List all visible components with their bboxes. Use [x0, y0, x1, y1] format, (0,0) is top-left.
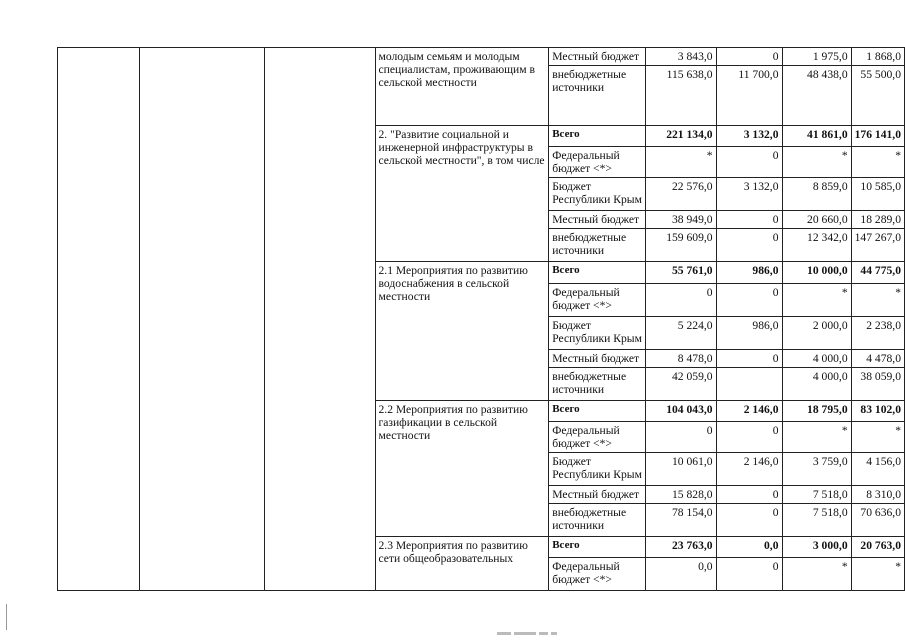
amount-cell: 2 146,0: [716, 401, 782, 422]
amount-cell: 0,0: [716, 537, 782, 558]
amount-cell: 10 585,0: [851, 178, 904, 211]
funding-source: внебюджетные источники: [549, 504, 646, 537]
amount-cell: 22 576,0: [646, 178, 716, 211]
amount-cell: 0: [646, 284, 716, 317]
amount-cell: 3 843,0: [646, 48, 716, 66]
funding-source: Местный бюджет: [549, 48, 646, 66]
amount-cell: 4 000,0: [782, 350, 851, 368]
amount-cell: 18 289,0: [851, 211, 904, 229]
amount-cell: 5 224,0: [646, 317, 716, 350]
funding-source: Федеральный бюджет <*>: [549, 422, 646, 453]
amount-cell: 44 775,0: [851, 262, 904, 284]
amount-cell: 23 763,0: [646, 537, 716, 558]
amount-cell: 10 061,0: [646, 453, 716, 486]
amount-cell: 12 342,0: [782, 229, 851, 262]
amount-cell: 0: [716, 422, 782, 453]
amount-cell: 0: [716, 229, 782, 262]
amount-cell: 11 700,0: [716, 66, 782, 126]
amount-cell: 70 636,0: [851, 504, 904, 537]
activity-description: молодым семьям и молодым специалистам, проживающим в сельской местности: [375, 48, 549, 126]
amount-cell: *: [782, 284, 851, 317]
funding-source: внебюджетные источники: [549, 368, 646, 401]
amount-cell: 986,0: [716, 317, 782, 350]
activity-description: 2. "Развитие социальной и инженерной инфраструктуры в сельской местности", в том числе: [375, 126, 549, 262]
page-footer-mark: [497, 632, 617, 640]
amount-cell: 2 000,0: [782, 317, 851, 350]
funding-source: Всего: [549, 537, 646, 558]
amount-cell: 7 518,0: [782, 486, 851, 504]
blank-column-1: [58, 48, 140, 591]
amount-cell: 4 000,0: [782, 368, 851, 401]
amount-cell: 0: [716, 504, 782, 537]
funding-source: Всего: [549, 126, 646, 147]
funding-source: Федеральный бюджет <*>: [549, 558, 646, 591]
activity-description: 2.3 Мероприятия по развитию сети общеобразовательных: [375, 537, 549, 591]
amount-cell: 48 438,0: [782, 66, 851, 126]
amount-cell: 3 759,0: [782, 453, 851, 486]
funding-source: Всего: [549, 401, 646, 422]
amount-cell: *: [782, 147, 851, 178]
funding-source: Федеральный бюджет <*>: [549, 147, 646, 178]
amount-cell: 986,0: [716, 262, 782, 284]
amount-cell: 0: [716, 147, 782, 178]
amount-cell: 20 660,0: [782, 211, 851, 229]
amount-cell: 83 102,0: [851, 401, 904, 422]
amount-cell: 0: [716, 558, 782, 591]
amount-cell: 221 134,0: [646, 126, 716, 147]
amount-cell: 104 043,0: [646, 401, 716, 422]
amount-cell: *: [851, 284, 904, 317]
amount-cell: 8 478,0: [646, 350, 716, 368]
amount-cell: *: [646, 147, 716, 178]
amount-cell: 159 609,0: [646, 229, 716, 262]
funding-source: Местный бюджет: [549, 486, 646, 504]
amount-cell: 0: [716, 284, 782, 317]
amount-cell: 41 861,0: [782, 126, 851, 147]
amount-cell: 2 238,0: [851, 317, 904, 350]
amount-cell: 3 132,0: [716, 126, 782, 147]
amount-cell: 3 132,0: [716, 178, 782, 211]
amount-cell: 0: [716, 211, 782, 229]
amount-cell: *: [851, 422, 904, 453]
amount-cell: 4 478,0: [851, 350, 904, 368]
budget-table: [57, 47, 905, 591]
amount-cell: 20 763,0: [851, 537, 904, 558]
amount-cell: [716, 368, 782, 401]
margin-mark: [6, 604, 7, 630]
funding-source: Федеральный бюджет <*>: [549, 284, 646, 317]
amount-cell: 0: [646, 422, 716, 453]
amount-cell: 38 949,0: [646, 211, 716, 229]
funding-source: внебюджетные источники: [549, 66, 646, 126]
amount-cell: 38 059,0: [851, 368, 904, 401]
amount-cell: 176 141,0: [851, 126, 904, 147]
amount-cell: 3 000,0: [782, 537, 851, 558]
amount-cell: 7 518,0: [782, 504, 851, 537]
amount-cell: 55 500,0: [851, 66, 904, 126]
amount-cell: 1 975,0: [782, 48, 851, 66]
amount-cell: 1 868,0: [851, 48, 904, 66]
amount-cell: 15 828,0: [646, 486, 716, 504]
activity-description: 2.1 Мероприятия по развитию водоснабжения в сельской местности: [375, 262, 549, 401]
amount-cell: 4 156,0: [851, 453, 904, 486]
amount-cell: *: [851, 558, 904, 591]
amount-cell: 147 267,0: [851, 229, 904, 262]
funding-source: внебюджетные источники: [549, 229, 646, 262]
amount-cell: 0: [716, 48, 782, 66]
funding-source: Местный бюджет: [549, 350, 646, 368]
amount-cell: 2 146,0: [716, 453, 782, 486]
amount-cell: *: [782, 558, 851, 591]
funding-source: Бюджет Республики Крым: [549, 178, 646, 211]
blank-column-2: [139, 48, 264, 591]
amount-cell: 8 859,0: [782, 178, 851, 211]
amount-cell: 8 310,0: [851, 486, 904, 504]
funding-source: Всего: [549, 262, 646, 284]
amount-cell: 0: [716, 486, 782, 504]
amount-cell: 0,0: [646, 558, 716, 591]
funding-source: Бюджет Республики Крым: [549, 317, 646, 350]
blank-column-3: [264, 48, 375, 591]
activity-description: 2.2 Мероприятия по развитию газификации в сельской местности: [375, 401, 549, 537]
table-row: [58, 48, 905, 66]
amount-cell: 55 761,0: [646, 262, 716, 284]
amount-cell: *: [782, 422, 851, 453]
amount-cell: *: [851, 147, 904, 178]
amount-cell: 115 638,0: [646, 66, 716, 126]
amount-cell: 0: [716, 350, 782, 368]
funding-source: Бюджет Республики Крым: [549, 453, 646, 486]
amount-cell: 18 795,0: [782, 401, 851, 422]
amount-cell: 78 154,0: [646, 504, 716, 537]
amount-cell: 42 059,0: [646, 368, 716, 401]
amount-cell: 10 000,0: [782, 262, 851, 284]
funding-source: Местный бюджет: [549, 211, 646, 229]
